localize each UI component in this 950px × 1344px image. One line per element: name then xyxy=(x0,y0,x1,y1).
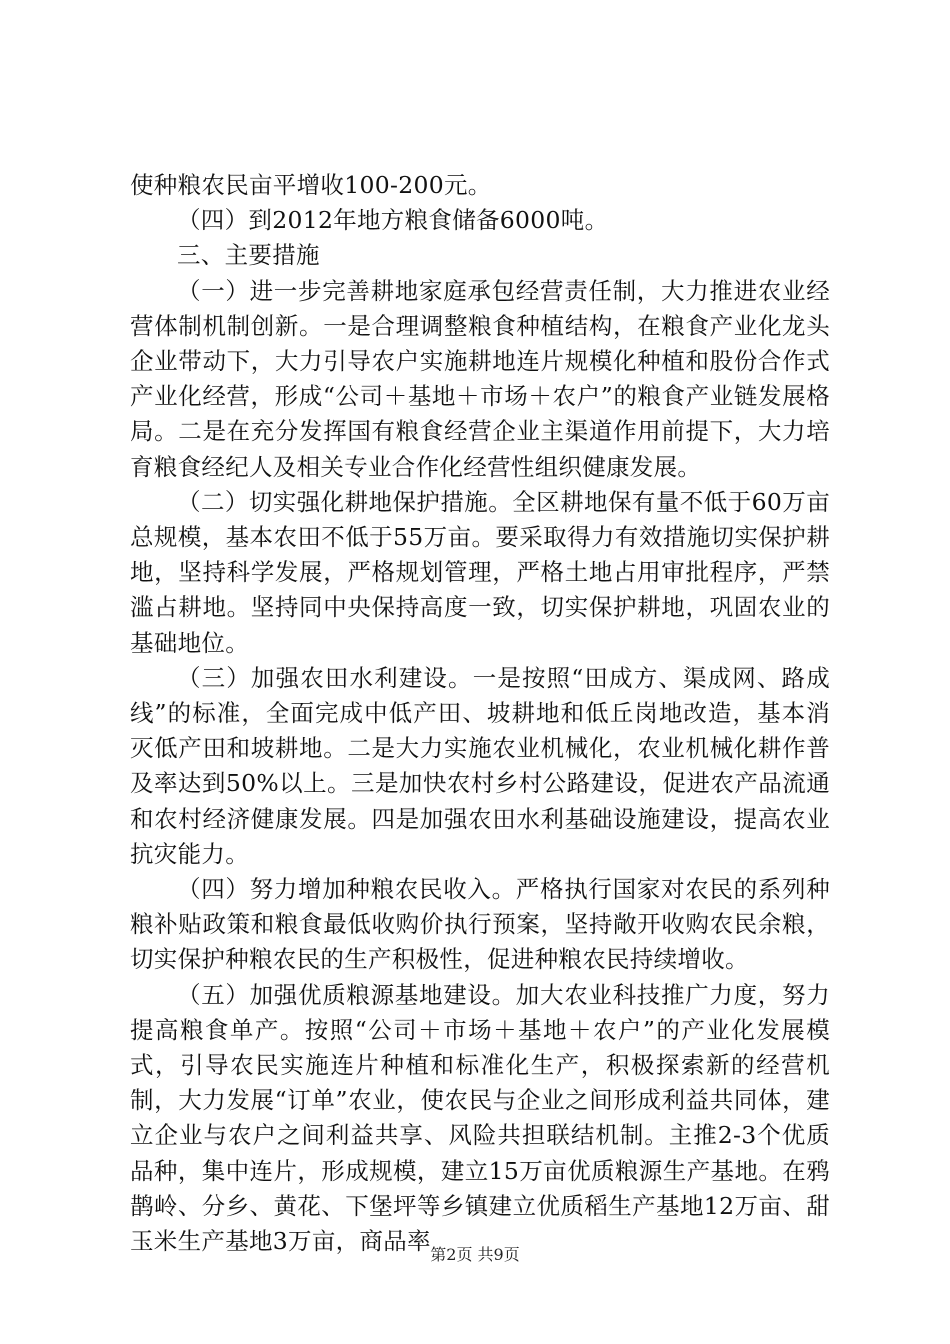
page-footer: 第2页 共9页 xyxy=(430,1245,520,1264)
document-body xyxy=(130,168,830,1259)
paragraph-measure-2: （二）切实强化耕地保护措施。全区耕地保有量不低于60万亩总规模，基本农田不低于55万亩。要采取得力有效措施切实保护耕地，坚持科学发展，严格规划管理，严格土地占用审批程序，严禁滥占耕地。坚持同中央保持高度一致，切实保护耕地，巩固农业的基础地位。 xyxy=(130,487,830,657)
paragraph-measure-5: （五）加强优质粮源基地建设。加大农业科技推广力度，努力提高粮食单产。按照“公司＋市场＋基地＋农户”的产业化发展模式，引导农民实施连片种植和标准化生产，积极探索新的经营机制，大力发展“订单”农业，使农民与企业之间形成利益共同体，建立企业与农户之间利益共享、风险共担联结机制。主推2-3个优质品种，集中连片，形成规模，建立15万亩优质粮源生产基地。在鸦鹊岭、分乡、黄花、下堡坪等乡镇建立优质稻生产基地12万亩、甜玉米生产基地3万亩，商品率 xyxy=(130,980,830,1256)
section-heading-main-measures: 三、主要措施 xyxy=(177,241,320,270)
paragraph-measure-4: （四）努力增加种粮农民收入。严格执行国家对农民的系列种粮补贴政策和粮食最低收购价执行预案，坚持敞开收购农民余粮，切实保护种粮农民的生产积极性，促进种粮农民持续增收。 xyxy=(130,875,830,974)
paragraph-measure-3: （三）加强农田水利建设。一是按照“田成方、渠成网、路成线”的标准，全面完成中低产田、坡耕地和低丘岗地改造，基本消灭低产田和坡耕地。二是大力实施农业机械化，农业机械化耕作普及率达到50%以上。三是加快农村乡村公路建设，促进农产品流通和农村经济健康发展。四是加强农田水利基础设施建设，提高农业抗灾能力。 xyxy=(130,663,830,868)
paragraph-measure-1: （一）进一步完善耕地家庭承包经营责任制，大力推进农业经营体制机制创新。一是合理调整粮食种植结构，在粮食产业化龙头企业带动下，大力引导农户实施耕地连片规模化种植和股份合作式产业化经营，形成“公司＋基地＋市场＋农户”的粮食产业链发展格局。二是在充分发挥国有粮食经营企业主渠道作用前提下，大力培育粮食经纪人及相关专业合作化经营性组织健康发展。 xyxy=(130,276,830,481)
paragraph-continuation: 使种粮农民亩平增收100-200元。 xyxy=(130,171,492,199)
paragraph-grain-reserve: （四）到2012年地方粮食储备6000吨。 xyxy=(177,206,609,235)
